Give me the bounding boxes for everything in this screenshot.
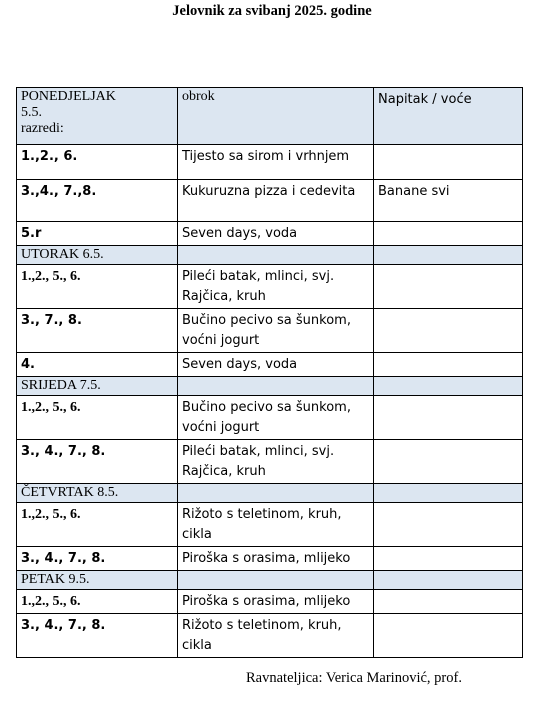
classes-cell: 1.,2., 6. xyxy=(17,145,178,180)
day-empty-cell xyxy=(178,484,374,503)
table-row xyxy=(17,222,523,246)
classes-cell: 3., 4., 7., 8. xyxy=(17,614,178,658)
drink-cell xyxy=(374,590,523,614)
signature: Ravnateljica: Verica Marinović, prof. xyxy=(246,670,462,686)
day-empty-cell xyxy=(374,484,523,503)
day-empty-cell xyxy=(178,571,374,590)
drink-cell xyxy=(374,145,523,180)
classes-cell: 3.,4., 7.,8. xyxy=(17,180,178,222)
menu-table xyxy=(16,87,523,658)
header-day-cell xyxy=(17,88,178,145)
classes-cell: 5.r xyxy=(17,222,178,246)
header-drink-label: Napitak / voće xyxy=(374,88,523,145)
meal-cell: Rižoto s teletinom, kruh, cikla xyxy=(178,614,374,658)
drink-cell xyxy=(374,614,523,658)
drink-cell: Banane svi xyxy=(374,180,523,222)
meal-cell: Seven days, voda xyxy=(178,353,374,377)
drink-cell xyxy=(374,547,523,571)
meal-cell: Seven days, voda xyxy=(178,222,374,246)
classes-cell: 3., 4., 7., 8. xyxy=(17,547,178,571)
classes-cell: 3., 4., 7., 8. xyxy=(17,440,178,484)
day-row xyxy=(17,377,523,396)
classes-cell: 4. xyxy=(17,353,178,377)
header-day-name: PONEDJELJAK xyxy=(21,89,116,104)
table-row xyxy=(17,547,523,571)
classes-cell: 1.,2., 5., 6. xyxy=(17,590,178,614)
drink-cell xyxy=(374,396,523,440)
meal-cell: Piroška s orasima, mlijeko xyxy=(178,590,374,614)
table-row xyxy=(17,180,523,222)
day-empty-cell xyxy=(374,571,523,590)
table-row xyxy=(17,396,523,440)
table-row xyxy=(17,309,523,353)
drink-cell xyxy=(374,353,523,377)
drink-cell xyxy=(374,503,523,547)
classes-cell: 3., 7., 8. xyxy=(17,309,178,353)
classes-cell: 1.,2., 5., 6. xyxy=(17,265,178,309)
meal-cell: Pileći batak, mlinci, svj. Rajčica, kruh xyxy=(178,265,374,309)
meal-cell: Rižoto s teletinom, kruh, cikla xyxy=(178,503,374,547)
day-empty-cell xyxy=(178,377,374,396)
meal-cell: Kukuruzna pizza i cedevita xyxy=(178,180,374,222)
table-row xyxy=(17,614,523,658)
table-row xyxy=(17,503,523,547)
drink-cell xyxy=(374,265,523,309)
day-row xyxy=(17,246,523,265)
table-row xyxy=(17,440,523,484)
day-empty-cell xyxy=(374,246,523,265)
classes-cell: 1.,2., 5., 6. xyxy=(17,503,178,547)
document-title: Jelovnik za svibanj 2025. godine xyxy=(172,3,372,19)
drink-cell xyxy=(374,222,523,246)
drink-cell xyxy=(374,440,523,484)
meal-cell: Bučino pecivo sa šunkom, voćni jogurt xyxy=(178,396,374,440)
meal-cell: Piroška s orasima, mlijeko xyxy=(178,547,374,571)
meal-cell: Bučino pecivo sa šunkom, voćni jogurt xyxy=(178,309,374,353)
table-row xyxy=(17,353,523,377)
header-classes-label: razredi: xyxy=(21,121,64,136)
day-label: UTORAK 6.5. xyxy=(17,246,178,265)
day-label: PETAK 9.5. xyxy=(17,571,178,590)
table-header-row xyxy=(17,88,523,145)
header-meal-label: obrok xyxy=(178,88,374,145)
day-label: SRIJEDA 7.5. xyxy=(17,377,178,396)
table-row xyxy=(17,590,523,614)
classes-cell: 1.,2., 5., 6. xyxy=(17,396,178,440)
drink-cell xyxy=(374,309,523,353)
table-row xyxy=(17,145,523,180)
meal-cell: Tijesto sa sirom i vrhnjem xyxy=(178,145,374,180)
day-row xyxy=(17,484,523,503)
day-label: ČETVRTAK 8.5. xyxy=(17,484,178,503)
header-day-date: 5.5. xyxy=(21,105,42,120)
table-row xyxy=(17,265,523,309)
day-empty-cell xyxy=(374,377,523,396)
meal-cell: Pileći batak, mlinci, svj. Rajčica, kruh xyxy=(178,440,374,484)
day-empty-cell xyxy=(178,246,374,265)
day-row xyxy=(17,571,523,590)
